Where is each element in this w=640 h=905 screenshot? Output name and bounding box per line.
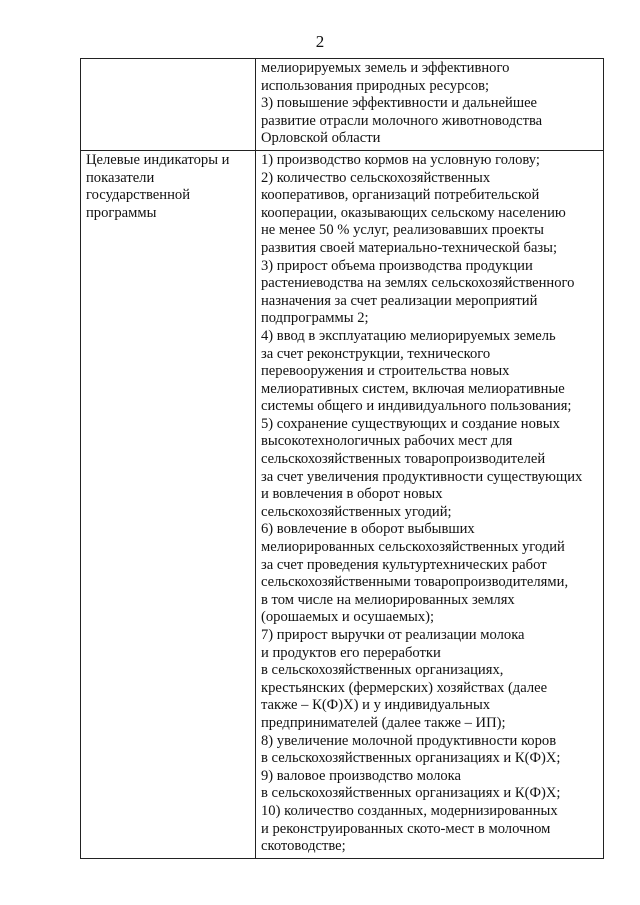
value-line: мелиорированных сельскохозяйственных угодий <box>261 539 565 556</box>
value-line: скотоводстве; <box>261 838 346 855</box>
value-line: предпринимателей (далее также – ИП); <box>261 714 506 731</box>
value-line: 6) вовлечение в оборот выбывших <box>261 521 475 538</box>
label-line: показатели <box>86 169 155 186</box>
value-line: использования природных ресурсов; <box>261 77 490 94</box>
value-line: 9) валовое производство молока <box>261 767 462 784</box>
value-line: перевооружения и строительства новых <box>261 363 510 380</box>
value-line: системы общего и индивидуального пользования; <box>261 398 572 415</box>
value-line: кооперативов, организаций потребительской <box>261 187 540 204</box>
value-line: 7) прирост выручки от реализации молока <box>261 627 525 643</box>
value-line: за счет проведения культуртехнических работ <box>261 556 547 573</box>
value-line: 1) производство кормов на условную голову; <box>261 151 540 168</box>
value-line: мелиорируемых земель и эффективного <box>261 60 510 76</box>
value-line: 5) сохранение существующих и создание новых <box>261 415 560 432</box>
label-line: программы <box>86 204 157 221</box>
value-line: крестьянских (фермерских) хозяйствах (далее <box>261 679 548 696</box>
table-row <box>81 150 604 858</box>
value-line: развитие отрасли молочного животноводства <box>261 112 543 129</box>
value-line: 8) увеличение молочной продуктивности коров <box>261 732 557 749</box>
value-line: не менее 50 % услуг, реализовавших проекты <box>261 222 544 239</box>
value-line: подпрограммы 2; <box>261 310 369 327</box>
passport-table <box>80 58 604 859</box>
value-line: высокотехнологичных рабочих мест для <box>261 433 513 450</box>
row-value-cell <box>256 150 604 858</box>
value-line: в сельскохозяйственных организациях и К(Ф)Х; <box>261 785 561 802</box>
value-line: Орловской области <box>261 130 381 147</box>
value-line: и вовлечения в оборот новых <box>261 486 443 503</box>
value-line: в сельскохозяйственных организациях, <box>261 662 504 679</box>
value-line: 4) ввод в эксплуатацию мелиорируемых земель <box>261 327 556 344</box>
value-line: и реконструированных ското-мест в молочном <box>261 820 551 837</box>
value-line: сельскохозяйственных товаропроизводителей <box>261 451 546 468</box>
value-line: назначения за счет реализации мероприятий <box>261 292 538 309</box>
label-line: государственной <box>86 187 191 204</box>
value-line: 3) повышение эффективности и дальнейшее <box>261 95 538 112</box>
value-line: и продуктов его переработки <box>261 644 441 661</box>
label-line: Целевые индикаторы и <box>86 151 230 168</box>
value-line: сельскохозяйственных угодий; <box>261 503 452 520</box>
page-number: 2 <box>315 32 325 51</box>
value-line: растениеводства на землях сельскохозяйственного <box>261 275 575 292</box>
value-line: развития своей материально-технической базы; <box>261 239 558 256</box>
value-line: 3) прирост объема производства продукции <box>261 257 533 274</box>
value-line: в сельскохозяйственных организациях и К(Ф)Х; <box>261 750 561 767</box>
value-line: за счет увеличения продуктивности существующих <box>261 468 583 485</box>
value-line: также – К(Ф)Х) и у индивидуальных <box>261 697 491 714</box>
table-row <box>81 59 604 151</box>
row-label-cell <box>81 150 256 858</box>
value-line: в том числе на мелиорированных землях <box>261 591 515 608</box>
value-line: мелиоративных систем, включая мелиоративные <box>261 380 565 397</box>
value-line: 2) количество сельскохозяйственных <box>261 169 491 186</box>
value-line: за счет реконструкции, технического <box>261 345 491 362</box>
row-value-cell <box>256 59 604 151</box>
value-line: сельскохозяйственными товаропроизводителями, <box>261 574 569 591</box>
row-label-cell <box>81 59 256 151</box>
value-line: 10) количество созданных, модернизированных <box>261 802 558 819</box>
value-line: кооперации, оказывающих сельскому населению <box>261 204 566 221</box>
value-line: (орошаемых и осушаемых); <box>261 609 435 626</box>
